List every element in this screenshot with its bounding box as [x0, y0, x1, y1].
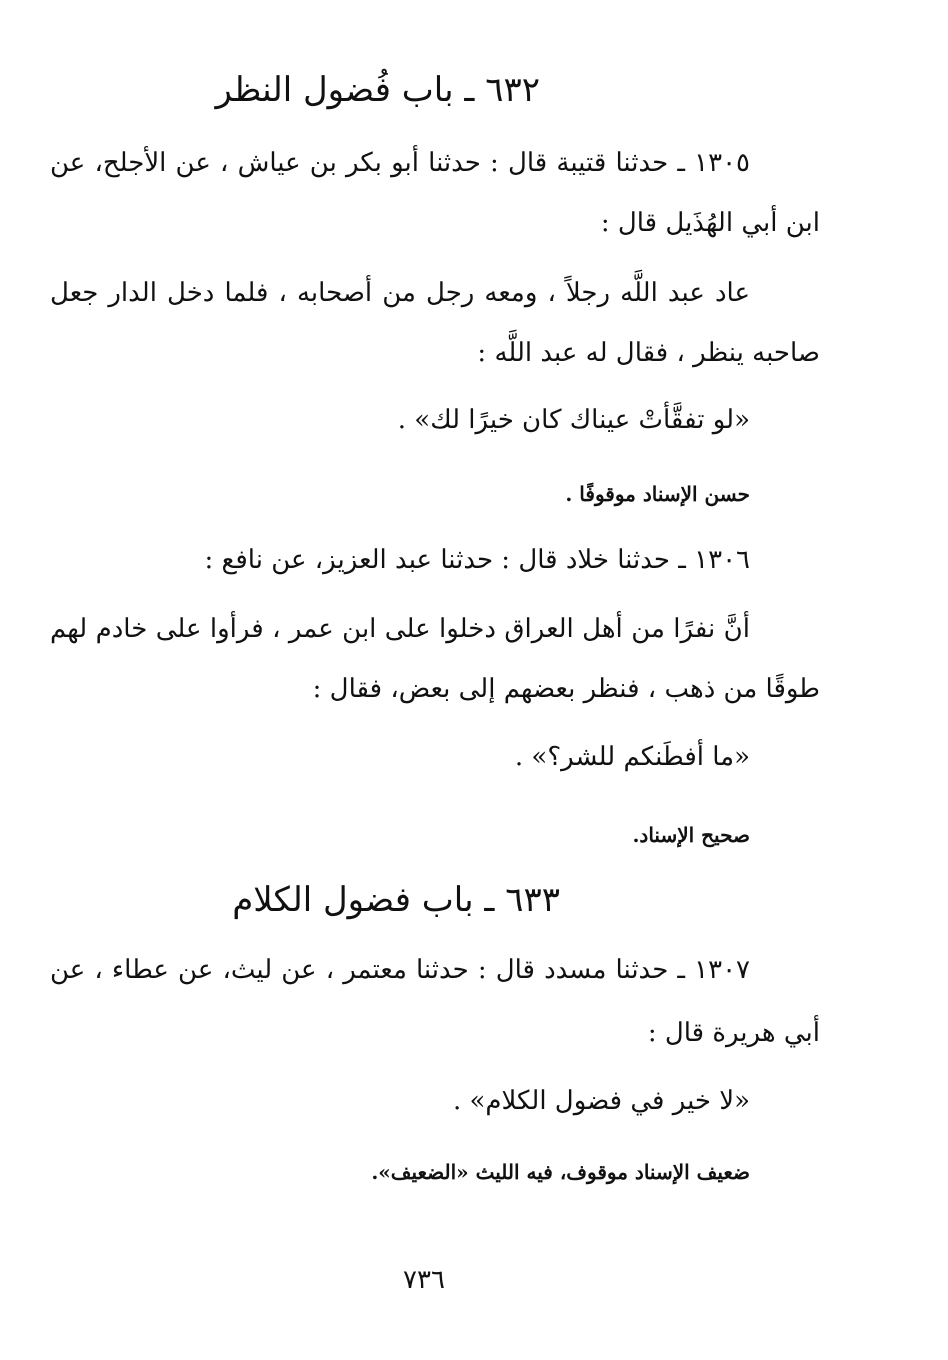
hadith-1307-isnad-line1: ١٣٠٧ ـ حدثنا مسدد قال : حدثنا معتمر ، عن ليث، عن عطاء ، عن: [50, 955, 750, 985]
hadith-1306-text-line2: طوقًا من ذهب ، فنظر بعضهم إلى بعض، فقال :: [312, 674, 820, 704]
hadith-1305-grade: حسن الإسناد موقوفًا .: [565, 482, 750, 506]
page-number: ٧٣٦: [403, 1265, 445, 1295]
hadith-1306-quote: «ما أفطَنكم للشر؟» .: [514, 742, 750, 772]
hadith-1306-isnad-line1: ١٣٠٦ ـ حدثنا خلاد قال : حدثنا عبد العزيز، عن نافع :: [204, 545, 750, 575]
hadith-1306-text-line1: أنَّ نفرًا من أهل العراق دخلوا على ابن عمر ، فرأوا على خادم لهم: [50, 614, 750, 644]
hadith-1306-grade: صحيح الإسناد.: [632, 823, 750, 847]
hadith-1307-quote: «لا خير في فضول الكلام» .: [452, 1086, 750, 1116]
hadith-1305-isnad-line1: ١٣٠٥ ـ حدثنا قتيبة قال : حدثنا أبو بكر بن عياش ، عن الأجلح، عن: [50, 148, 750, 178]
hadith-1307-grade: ضعيف الإسناد موقوف، فيه الليث «الضعيف».: [371, 1160, 750, 1184]
section-633-title: ٦٣٣ ـ باب فضول الكلام: [232, 880, 560, 920]
hadith-1305-quote: «لو تفقَّأتْ عيناك كان خيرًا لك» .: [397, 405, 750, 435]
hadith-1305-text-line1: عاد عبد اللَّه رجلاً ، ومعه رجل من أصحابه ، فلما دخل الدار جعل: [50, 278, 750, 308]
hadith-1307-isnad-line2: أبي هريرة قال :: [647, 1018, 820, 1048]
section-632-title: ٦٣٢ ـ باب فُضول النظر: [215, 70, 540, 110]
hadith-1305-isnad-line2: ابن أبي الهُذَيل قال :: [600, 208, 820, 238]
hadith-1305-text-line2: صاحبه ينظر ، فقال له عبد اللَّه :: [477, 338, 820, 368]
